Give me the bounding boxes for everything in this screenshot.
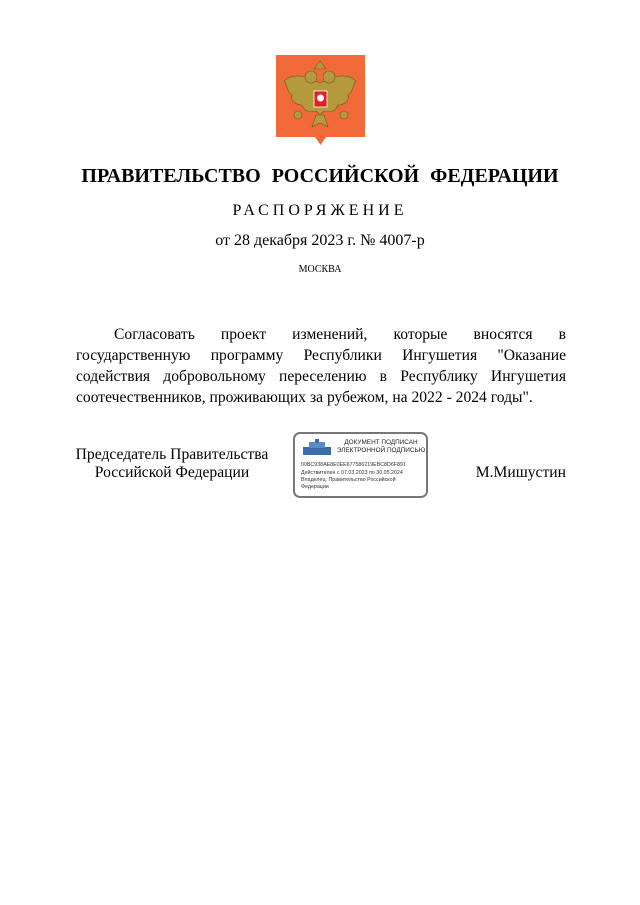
electronic-signature-stamp [293,432,428,498]
document-title: ПРАВИТЕЛЬСТВО РОССИЙСКОЙ ФЕДЕРАЦИИ [81,165,559,187]
coat-of-arms-emblem [276,55,365,145]
stamp-validity: Действителен с 07.03.2023 по 30.05.2024 [301,470,403,476]
document-date-number: от 28 декабря 2023 г. № 4007-р [215,232,425,249]
stamp-serial: 00BC938AE8E0EE677586219EBC8D6F891 [301,462,406,468]
position-line: Российской Федерации [94,464,250,481]
signatory-position [72,446,272,482]
stamp-heading-line: ДОКУМЕНТ ПОДПИСАН [344,439,418,446]
position-line: Председатель Правительства [75,446,269,463]
stamp-heading-line: ЭЛЕКТРОННОЙ ПОДПИСЬЮ [336,447,426,454]
stamp-owner: Федерации [301,484,329,490]
government-building-icon [303,439,331,455]
document-city: МОСКВА [298,264,342,275]
document-body-text: Согласовать проект изменений, которые вносятся в государственную программу Республики Ингушетия "Оказание содействия добровольному переселению в Республику Ингушетия соотечественников, проживающих за рубежом, на 2022 - 2024 годы". [76,326,566,406]
document-type: РАСПОРЯЖЕНИЕ [232,202,408,219]
stamp-owner: Владелец: Правительство Российской [301,477,396,483]
signatory-name: М.Мишустин [475,464,566,481]
stamp-heading [335,439,427,455]
